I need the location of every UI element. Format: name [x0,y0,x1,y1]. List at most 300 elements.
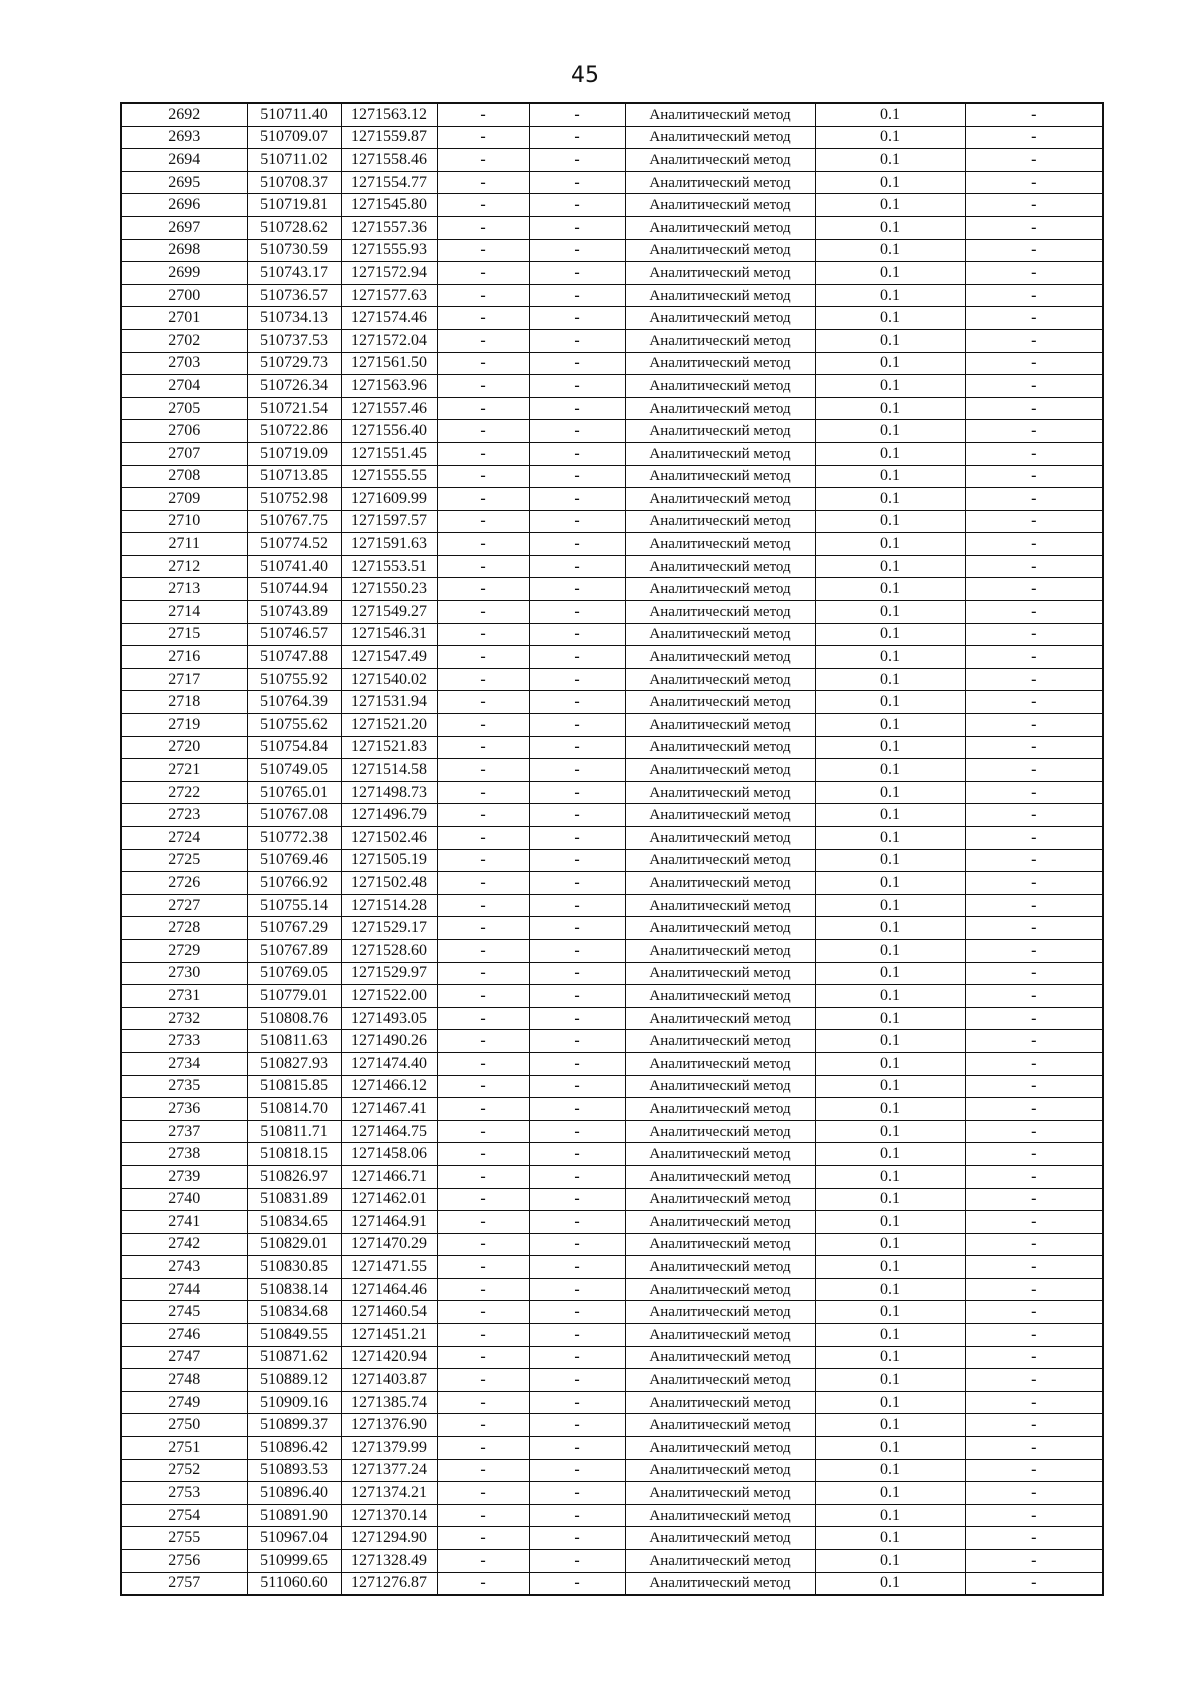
accuracy-cell: 0.1 [815,307,965,330]
table-row [121,239,1103,262]
accuracy-cell: 0.1 [815,1369,965,1392]
point-number-cell: 2701 [121,307,247,330]
x-coordinate-cell: 510755.62 [247,714,341,737]
accuracy-cell: 0.1 [815,1301,965,1324]
y-coordinate-cell: 1271451.21 [341,1324,437,1347]
x-coordinate-cell: 510729.73 [247,352,341,375]
coordinates-table [120,102,1104,1596]
empty-value-cell: - [965,736,1103,759]
method-cell: Аналитический метод [625,714,815,737]
y-coordinate-cell: 1271555.55 [341,465,437,488]
method-cell: Аналитический метод [625,329,815,352]
x-coordinate-cell: 510826.97 [247,1165,341,1188]
accuracy-cell: 0.1 [815,284,965,307]
empty-value-cell: - [965,714,1103,737]
table-row [121,1143,1103,1166]
point-number-cell: 2708 [121,465,247,488]
method-cell: Аналитический метод [625,1278,815,1301]
x-coordinate-cell: 510755.14 [247,894,341,917]
y-coordinate-cell: 1271557.46 [341,397,437,420]
point-number-cell: 2703 [121,352,247,375]
y-coordinate-cell: 1271471.55 [341,1256,437,1279]
method-cell: Аналитический метод [625,1550,815,1573]
method-cell: Аналитический метод [625,1369,815,1392]
empty-value-cell: - [437,917,529,940]
empty-value-cell: - [529,1550,625,1573]
empty-value-cell: - [437,1188,529,1211]
empty-value-cell: - [965,939,1103,962]
method-cell: Аналитический метод [625,194,815,217]
accuracy-cell: 0.1 [815,985,965,1008]
empty-value-cell: - [529,171,625,194]
empty-value-cell: - [529,781,625,804]
x-coordinate-cell: 510737.53 [247,329,341,352]
empty-value-cell: - [965,1527,1103,1550]
empty-value-cell: - [965,849,1103,872]
table-row [121,872,1103,895]
x-coordinate-cell: 510818.15 [247,1143,341,1166]
empty-value-cell: - [529,329,625,352]
y-coordinate-cell: 1271474.40 [341,1052,437,1075]
table-row [121,849,1103,872]
empty-value-cell: - [437,239,529,262]
point-number-cell: 2717 [121,668,247,691]
accuracy-cell: 0.1 [815,1120,965,1143]
x-coordinate-cell: 510834.65 [247,1211,341,1234]
table-row [121,488,1103,511]
y-coordinate-cell: 1271549.27 [341,601,437,624]
point-number-cell: 2733 [121,1030,247,1053]
table-row [121,668,1103,691]
method-cell: Аналитический метод [625,510,815,533]
point-number-cell: 2731 [121,985,247,1008]
x-coordinate-cell: 510743.17 [247,262,341,285]
empty-value-cell: - [529,849,625,872]
y-coordinate-cell: 1271467.41 [341,1098,437,1121]
x-coordinate-cell: 510726.34 [247,375,341,398]
empty-value-cell: - [437,985,529,1008]
empty-value-cell: - [437,827,529,850]
empty-value-cell: - [965,397,1103,420]
x-coordinate-cell: 510744.94 [247,578,341,601]
table-row [121,759,1103,782]
accuracy-cell: 0.1 [815,1482,965,1505]
empty-value-cell: - [437,578,529,601]
point-number-cell: 2749 [121,1391,247,1414]
empty-value-cell: - [965,1346,1103,1369]
table-row [121,284,1103,307]
empty-value-cell: - [529,510,625,533]
y-coordinate-cell: 1271498.73 [341,781,437,804]
table-row [121,1550,1103,1573]
y-coordinate-cell: 1271531.94 [341,691,437,714]
x-coordinate-cell: 510711.40 [247,103,341,126]
x-coordinate-cell: 510827.93 [247,1052,341,1075]
method-cell: Аналитический метод [625,420,815,443]
y-coordinate-cell: 1271466.12 [341,1075,437,1098]
empty-value-cell: - [529,1278,625,1301]
empty-value-cell: - [529,1459,625,1482]
point-number-cell: 2737 [121,1120,247,1143]
table-row [121,601,1103,624]
empty-value-cell: - [965,239,1103,262]
y-coordinate-cell: 1271490.26 [341,1030,437,1053]
empty-value-cell: - [529,939,625,962]
empty-value-cell: - [529,691,625,714]
y-coordinate-cell: 1271458.06 [341,1143,437,1166]
empty-value-cell: - [437,1459,529,1482]
table-row [121,1256,1103,1279]
table-row [121,420,1103,443]
point-number-cell: 2714 [121,601,247,624]
x-coordinate-cell: 510722.86 [247,420,341,443]
table-row [121,103,1103,126]
point-number-cell: 2698 [121,239,247,262]
y-coordinate-cell: 1271496.79 [341,804,437,827]
method-cell: Аналитический метод [625,781,815,804]
y-coordinate-cell: 1271466.71 [341,1165,437,1188]
empty-value-cell: - [965,1572,1103,1595]
point-number-cell: 2742 [121,1233,247,1256]
y-coordinate-cell: 1271545.80 [341,194,437,217]
method-cell: Аналитический метод [625,239,815,262]
table-row [121,1188,1103,1211]
empty-value-cell: - [529,239,625,262]
x-coordinate-cell: 510708.37 [247,171,341,194]
point-number-cell: 2695 [121,171,247,194]
table-row [121,149,1103,172]
empty-value-cell: - [965,533,1103,556]
table-row [121,1007,1103,1030]
y-coordinate-cell: 1271385.74 [341,1391,437,1414]
empty-value-cell: - [437,352,529,375]
accuracy-cell: 0.1 [815,149,965,172]
accuracy-cell: 0.1 [815,601,965,624]
point-number-cell: 2748 [121,1369,247,1392]
method-cell: Аналитический метод [625,962,815,985]
empty-value-cell: - [437,126,529,149]
x-coordinate-cell: 510772.38 [247,827,341,850]
point-number-cell: 2753 [121,1482,247,1505]
y-coordinate-cell: 1271464.91 [341,1211,437,1234]
x-coordinate-cell: 510719.09 [247,442,341,465]
table-row [121,1233,1103,1256]
empty-value-cell: - [965,510,1103,533]
empty-value-cell: - [437,668,529,691]
table-row [121,1346,1103,1369]
x-coordinate-cell: 510734.13 [247,307,341,330]
method-cell: Аналитический метод [625,1188,815,1211]
empty-value-cell: - [437,533,529,556]
empty-value-cell: - [529,668,625,691]
y-coordinate-cell: 1271572.04 [341,329,437,352]
y-coordinate-cell: 1271522.00 [341,985,437,1008]
method-cell: Аналитический метод [625,171,815,194]
empty-value-cell: - [965,1120,1103,1143]
table-row [121,1030,1103,1053]
accuracy-cell: 0.1 [815,872,965,895]
method-cell: Аналитический метод [625,1143,815,1166]
point-number-cell: 2730 [121,962,247,985]
empty-value-cell: - [965,759,1103,782]
method-cell: Аналитический метод [625,216,815,239]
empty-value-cell: - [437,1211,529,1234]
empty-value-cell: - [529,420,625,443]
empty-value-cell: - [965,375,1103,398]
empty-value-cell: - [965,1482,1103,1505]
point-number-cell: 2756 [121,1550,247,1573]
empty-value-cell: - [437,216,529,239]
empty-value-cell: - [437,555,529,578]
y-coordinate-cell: 1271505.19 [341,849,437,872]
y-coordinate-cell: 1271370.14 [341,1504,437,1527]
empty-value-cell: - [437,1143,529,1166]
empty-value-cell: - [965,894,1103,917]
method-cell: Аналитический метод [625,939,815,962]
empty-value-cell: - [965,1550,1103,1573]
accuracy-cell: 0.1 [815,194,965,217]
empty-value-cell: - [529,759,625,782]
x-coordinate-cell: 510849.55 [247,1324,341,1347]
empty-value-cell: - [529,962,625,985]
empty-value-cell: - [965,555,1103,578]
empty-value-cell: - [437,1414,529,1437]
y-coordinate-cell: 1271572.94 [341,262,437,285]
x-coordinate-cell: 510891.90 [247,1504,341,1527]
method-cell: Аналитический метод [625,601,815,624]
x-coordinate-cell: 510899.37 [247,1414,341,1437]
empty-value-cell: - [965,668,1103,691]
method-cell: Аналитический метод [625,1007,815,1030]
method-cell: Аналитический метод [625,1459,815,1482]
point-number-cell: 2740 [121,1188,247,1211]
accuracy-cell: 0.1 [815,1075,965,1098]
point-number-cell: 2728 [121,917,247,940]
accuracy-cell: 0.1 [815,759,965,782]
accuracy-cell: 0.1 [815,1052,965,1075]
y-coordinate-cell: 1271470.29 [341,1233,437,1256]
table-row [121,781,1103,804]
y-coordinate-cell: 1271559.87 [341,126,437,149]
accuracy-cell: 0.1 [815,397,965,420]
empty-value-cell: - [529,1324,625,1347]
empty-value-cell: - [965,216,1103,239]
point-number-cell: 2711 [121,533,247,556]
empty-value-cell: - [965,1504,1103,1527]
accuracy-cell: 0.1 [815,781,965,804]
accuracy-cell: 0.1 [815,827,965,850]
empty-value-cell: - [965,1391,1103,1414]
method-cell: Аналитический метод [625,1527,815,1550]
empty-value-cell: - [965,1030,1103,1053]
table-row [121,827,1103,850]
empty-value-cell: - [529,126,625,149]
x-coordinate-cell: 510830.85 [247,1256,341,1279]
point-number-cell: 2716 [121,646,247,669]
method-cell: Аналитический метод [625,1482,815,1505]
x-coordinate-cell: 510747.88 [247,646,341,669]
y-coordinate-cell: 1271574.46 [341,307,437,330]
y-coordinate-cell: 1271563.96 [341,375,437,398]
accuracy-cell: 0.1 [815,1504,965,1527]
empty-value-cell: - [529,533,625,556]
point-number-cell: 2729 [121,939,247,962]
x-coordinate-cell: 510829.01 [247,1233,341,1256]
x-coordinate-cell: 510767.75 [247,510,341,533]
table-row [121,1165,1103,1188]
point-number-cell: 2719 [121,714,247,737]
empty-value-cell: - [437,1256,529,1279]
accuracy-cell: 0.1 [815,849,965,872]
table-row [121,307,1103,330]
empty-value-cell: - [437,1324,529,1347]
empty-value-cell: - [529,1391,625,1414]
table-row [121,329,1103,352]
empty-value-cell: - [965,578,1103,601]
accuracy-cell: 0.1 [815,962,965,985]
point-number-cell: 2700 [121,284,247,307]
accuracy-cell: 0.1 [815,1324,965,1347]
y-coordinate-cell: 1271561.50 [341,352,437,375]
empty-value-cell: - [529,397,625,420]
method-cell: Аналитический метод [625,668,815,691]
empty-value-cell: - [965,827,1103,850]
y-coordinate-cell: 1271502.46 [341,827,437,850]
method-cell: Аналитический метод [625,1098,815,1121]
accuracy-cell: 0.1 [815,714,965,737]
method-cell: Аналитический метод [625,1324,815,1347]
y-coordinate-cell: 1271558.46 [341,149,437,172]
method-cell: Аналитический метод [625,917,815,940]
accuracy-cell: 0.1 [815,1437,965,1460]
point-number-cell: 2735 [121,1075,247,1098]
x-coordinate-cell: 510808.76 [247,1007,341,1030]
table-row [121,171,1103,194]
point-number-cell: 2741 [121,1211,247,1234]
empty-value-cell: - [965,352,1103,375]
empty-value-cell: - [529,1256,625,1279]
empty-value-cell: - [437,714,529,737]
accuracy-cell: 0.1 [815,216,965,239]
empty-value-cell: - [529,1437,625,1460]
y-coordinate-cell: 1271556.40 [341,420,437,443]
accuracy-cell: 0.1 [815,488,965,511]
empty-value-cell: - [437,623,529,646]
empty-value-cell: - [529,1143,625,1166]
empty-value-cell: - [965,329,1103,352]
y-coordinate-cell: 1271550.23 [341,578,437,601]
point-number-cell: 2755 [121,1527,247,1550]
empty-value-cell: - [965,623,1103,646]
point-number-cell: 2702 [121,329,247,352]
y-coordinate-cell: 1271546.31 [341,623,437,646]
table-body [121,103,1103,1595]
accuracy-cell: 0.1 [815,646,965,669]
accuracy-cell: 0.1 [815,1346,965,1369]
y-coordinate-cell: 1271328.49 [341,1550,437,1573]
table-row [121,216,1103,239]
empty-value-cell: - [965,442,1103,465]
method-cell: Аналитический метод [625,691,815,714]
y-coordinate-cell: 1271493.05 [341,1007,437,1030]
x-coordinate-cell: 510764.39 [247,691,341,714]
method-cell: Аналитический метод [625,1052,815,1075]
x-coordinate-cell: 510769.46 [247,849,341,872]
point-number-cell: 2751 [121,1437,247,1460]
empty-value-cell: - [437,849,529,872]
accuracy-cell: 0.1 [815,352,965,375]
table-row [121,465,1103,488]
empty-value-cell: - [965,488,1103,511]
empty-value-cell: - [529,1098,625,1121]
empty-value-cell: - [529,1165,625,1188]
accuracy-cell: 0.1 [815,103,965,126]
method-cell: Аналитический метод [625,1504,815,1527]
empty-value-cell: - [529,442,625,465]
accuracy-cell: 0.1 [815,533,965,556]
x-coordinate-cell: 510896.40 [247,1482,341,1505]
method-cell: Аналитический метод [625,1120,815,1143]
method-cell: Аналитический метод [625,1301,815,1324]
x-coordinate-cell: 510730.59 [247,239,341,262]
empty-value-cell: - [437,1052,529,1075]
accuracy-cell: 0.1 [815,939,965,962]
table-row [121,1572,1103,1595]
method-cell: Аналитический метод [625,872,815,895]
method-cell: Аналитический метод [625,126,815,149]
point-number-cell: 2738 [121,1143,247,1166]
empty-value-cell: - [437,375,529,398]
accuracy-cell: 0.1 [815,1188,965,1211]
method-cell: Аналитический метод [625,465,815,488]
method-cell: Аналитический метод [625,1437,815,1460]
empty-value-cell: - [965,307,1103,330]
empty-value-cell: - [529,262,625,285]
x-coordinate-cell: 510754.84 [247,736,341,759]
accuracy-cell: 0.1 [815,917,965,940]
table-row [121,194,1103,217]
point-number-cell: 2718 [121,691,247,714]
x-coordinate-cell: 510774.52 [247,533,341,556]
accuracy-cell: 0.1 [815,1572,965,1595]
table-row [121,510,1103,533]
empty-value-cell: - [965,781,1103,804]
empty-value-cell: - [437,171,529,194]
empty-value-cell: - [437,691,529,714]
x-coordinate-cell: 510811.63 [247,1030,341,1053]
point-number-cell: 2726 [121,872,247,895]
table-row [121,375,1103,398]
point-number-cell: 2746 [121,1324,247,1347]
empty-value-cell: - [529,804,625,827]
empty-value-cell: - [437,736,529,759]
y-coordinate-cell: 1271557.36 [341,216,437,239]
empty-value-cell: - [437,1075,529,1098]
point-number-cell: 2722 [121,781,247,804]
point-number-cell: 2739 [121,1165,247,1188]
table-row [121,623,1103,646]
empty-value-cell: - [529,465,625,488]
empty-value-cell: - [965,1278,1103,1301]
point-number-cell: 2732 [121,1007,247,1030]
point-number-cell: 2705 [121,397,247,420]
empty-value-cell: - [965,646,1103,669]
empty-value-cell: - [437,1165,529,1188]
empty-value-cell: - [437,262,529,285]
empty-value-cell: - [965,1165,1103,1188]
empty-value-cell: - [529,1030,625,1053]
y-coordinate-cell: 1271377.24 [341,1459,437,1482]
